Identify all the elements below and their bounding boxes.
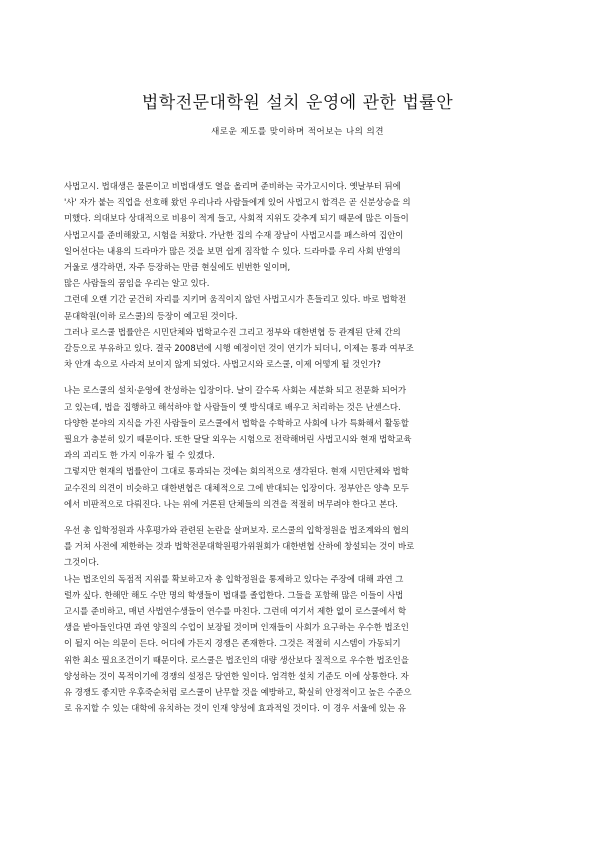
text-line: 거울로 생각하면, 자주 등장하는 만큼 현실에도 빈번한 일이며, (64, 262, 291, 273)
text-line: 그것이다. (64, 557, 100, 568)
text-line: 럴까 싶다. 한해만 해도 수만 명의 학생들이 법대를 졸업한다. 그들을 포함해 많은 이들이 사법 (64, 589, 404, 600)
document-subtitle: 새로운 제도를 맞이하며 적어보는 나의 의견 (211, 127, 384, 137)
paragraph (64, 522, 534, 716)
paragraph (64, 178, 534, 372)
text-line: 고시를 준비하고, 매년 사법연수생들이 연수를 마친다. 그런데 여기서 제한 없이 로스쿨에서 학 (64, 606, 407, 617)
text-line: 나는 로스쿨의 설치·운영에 찬성하는 입장이다. 날이 갈수록 사회는 세분화 되고 전문화 되어가 (64, 385, 407, 396)
text-line: 나는 법조인의 독점적 지위를 확보하고자 총 입학정원을 통제하고 있다는 주장에 대해 과연 그 (64, 573, 404, 584)
text-line: 교수진의 의견이 비슷하고 대한변협은 대체적으로 그에 반대되는 입장이다. 정부안은 양측 모두 (64, 482, 409, 493)
text-line: 그렇지만 현재의 법률안이 그대로 통과되는 것에는 회의적으로 생각된다. 현재 시민단체와 법학 (64, 466, 409, 477)
text-line: 사법고시를 준비해왔고, 시험을 쳐왔다. 가난한 집의 수재 장남이 사법고시를 패스하여 집안이 (64, 229, 404, 240)
text-line: 를 거쳐 사전에 제한하는 것과 법학전문대학원평가위원회가 대한변협 산하에 창설되는 것이 바로 (64, 541, 415, 552)
text-line: 차 안개 속으로 사라져 보이지 않게 되었다. 사법고시와 로스쿨, 이제 어떻게 될 것인가? (64, 359, 381, 370)
document-body (64, 178, 534, 727)
text-line: 유 경쟁도 좋지만 우후죽순처럼 로스쿨이 난무할 것을 예방하고, 확실히 안정적이고 높은 수준으 (64, 687, 412, 698)
text-line: 많은 사람들의 꿈임을 우리는 알고 있다. (64, 278, 210, 289)
text-line: 필요가 충분히 있기 때문이다. 또한 달달 외우는 시험으로 전락해버린 사법고시와 현재 법학교육 (64, 434, 412, 445)
text-line: 로 유지할 수 있는 대학에 유치하는 것이 인재 양성에 효과적일 것이다. 이 경우 서울에 있는 유 (64, 703, 406, 714)
text-line: 일어선다는 내용의 드라마가 많은 것을 보면 쉽게 짐작할 수 있다. 드라마를 우리 사회 반영의 (64, 245, 401, 256)
text-line: '사' 자가 붙는 직업을 선호해 왔던 우리나라 사람들에게 있어 사법고시 합격은 곧 신분상승을 의 (64, 197, 411, 208)
text-line: 과의 괴리도 한 가지 이유가 될 수 있겠다. (64, 450, 215, 461)
text-line: 갈등으로 부유하고 있다. 결국 2008년에 시행 예정이던 것이 연기가 되더니, 이제는 통과 여부조 (64, 343, 414, 354)
document-title: 법학전문대학원 설치 운영에 관한 법률안 (141, 93, 454, 113)
text-line: 다양한 분야의 지식을 가진 사람들이 로스쿨에서 법학을 수학하고 사회에 나가 특화해서 활동할 (64, 417, 409, 428)
text-line: 에서 비판적으로 다뤄진다. 나는 위에 거론된 단체들의 의견을 적절히 버무려야 한다고 본다. (64, 498, 398, 509)
text-line: 미했다. 의대보다 상대적으로 비용이 적게 들고, 사회적 지위도 갖추게 되기 때문에 많은 이들이 (64, 213, 409, 224)
text-line: 고 있는데, 법을 집행하고 해석하야 할 사람들이 옛 방식대로 배우고 처리하는 것은 난센스다. (64, 401, 401, 412)
text-line: 위한 최소 필요조건이기 때문이다. 로스쿨은 법조인의 대량 생산보다 질적으로 우수한 법조인을 (64, 654, 409, 665)
text-line: 생을 받아들인다면 과연 양질의 수업이 보장될 것이며 인재들이 사회가 요구하는 우수한 법조인 (64, 622, 409, 633)
text-line: 문대학원(이하 로스쿨)의 등장이 예고된 것이다. (64, 310, 238, 321)
text-line: 그런데 오랜 기간 굳건히 자리를 지키며 움직이지 않던 사법고시가 흔들리고 있다. 바로 법학전 (64, 294, 407, 305)
paragraph (64, 382, 534, 512)
text-line: 우선 총 입학정원과 사후평가와 관련된 논란을 살펴보자. 로스쿨의 입학정원을 법조계와의 협의 (64, 525, 409, 536)
text-line: 이 될지 어는 의문이 든다. 어디에 가든지 경쟁은 존재한다. 그것은 적절히 시스템이 가동되기 (64, 638, 401, 649)
text-line: 양성하는 것이 목적이기에 경쟁의 설정은 당연한 일이다. 엄격한 설치 기준도 이에 상통한다. 자 (64, 670, 409, 681)
text-line: 사법고시. 법대생은 물론이고 비법대생도 열을 올리며 준비하는 국가고시이다. 옛날부터 뒤에 (64, 181, 401, 191)
text-line: 그러나 로스쿨 법률안은 시민단체와 법학교수진 그리고 정부와 대한변협 등 관계된 단체 간의 (64, 326, 401, 337)
